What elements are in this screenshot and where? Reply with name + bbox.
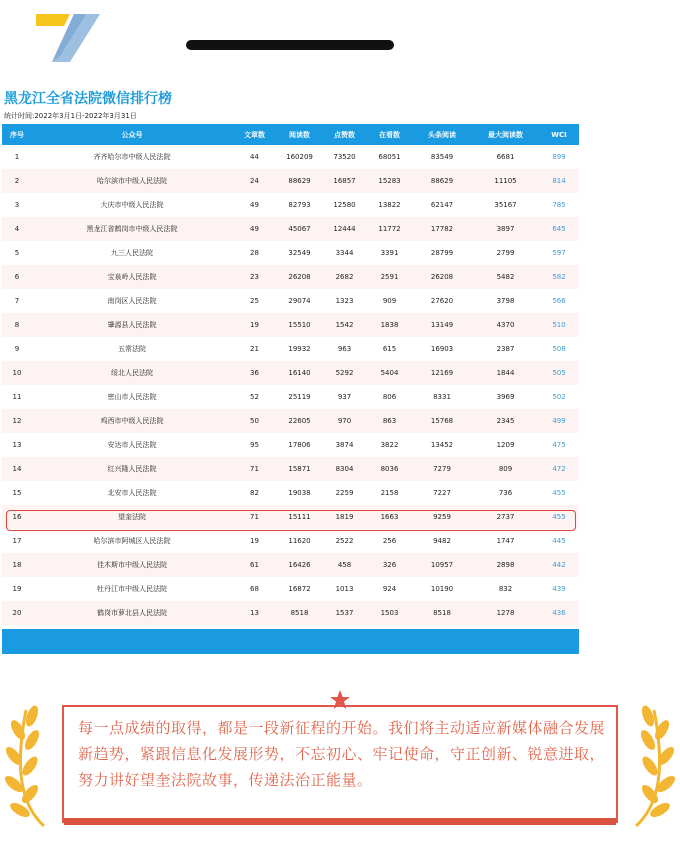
table-cell: 2591: [367, 265, 412, 289]
table-cell: 3344: [322, 241, 367, 265]
table-cell: 6681: [472, 145, 539, 169]
table-cell: 326: [367, 553, 412, 577]
table-cell: 26208: [277, 265, 322, 289]
table-cell: 61: [232, 553, 277, 577]
table-cell: 密山市人民法院: [32, 385, 232, 409]
table-cell: 宝泉岭人民法院: [32, 265, 232, 289]
table-cell: 北安市人民法院: [32, 481, 232, 505]
table-cell: 5: [2, 241, 32, 265]
table-cell: 15871: [277, 457, 322, 481]
table-cell: 6: [2, 265, 32, 289]
table-cell: 21: [232, 337, 277, 361]
table-cell: 3874: [322, 433, 367, 457]
table-cell: 15768: [412, 409, 472, 433]
table-cell: 1844: [472, 361, 539, 385]
table-cell: 8518: [412, 601, 472, 625]
table-cell: 2799: [472, 241, 539, 265]
table-cell: 645: [539, 217, 579, 241]
table-cell: 909: [367, 289, 412, 313]
table-cell: 哈尔滨市阿城区人民法院: [32, 529, 232, 553]
table-cell: 2259: [322, 481, 367, 505]
table-cell: 19: [232, 529, 277, 553]
table-cell: 2158: [367, 481, 412, 505]
table-row: [2, 361, 579, 385]
table-cell: 2737: [472, 505, 539, 529]
table-cell: 3: [2, 193, 32, 217]
table-cell: 2: [2, 169, 32, 193]
table-row: [2, 265, 579, 289]
star-icon: [329, 689, 351, 711]
table-cell: 439: [539, 577, 579, 601]
table-cell: 88629: [277, 169, 322, 193]
laurel-wreath-icon: [4, 702, 52, 830]
table-cell: 4370: [472, 313, 539, 337]
table-cell: 82793: [277, 193, 322, 217]
table-cell: 71: [232, 457, 277, 481]
table-cell: 2522: [322, 529, 367, 553]
table-cell: 2898: [472, 553, 539, 577]
table-cell: 445: [539, 529, 579, 553]
table-cell: 17: [2, 529, 32, 553]
table-cell: 16426: [277, 553, 322, 577]
table-cell: 大庆市中级人民法院: [32, 193, 232, 217]
table-cell: 1819: [322, 505, 367, 529]
page-title: 黑龙江全省法院微信排行榜: [4, 91, 172, 107]
table-cell: 455: [539, 481, 579, 505]
table-cell: 963: [322, 337, 367, 361]
table-cell: 1209: [472, 433, 539, 457]
table-cell: 25: [232, 289, 277, 313]
table-cell: 7227: [412, 481, 472, 505]
table-cell: 黑龙江省鹤岗市中级人民法院: [32, 217, 232, 241]
table-cell: 24: [232, 169, 277, 193]
table-cell: 8036: [367, 457, 412, 481]
table-cell: 12: [2, 409, 32, 433]
table-row: [2, 529, 579, 553]
table-cell: 10190: [412, 577, 472, 601]
table-cell: 5482: [472, 265, 539, 289]
table-cell: 哈尔滨市中级人民法院: [32, 169, 232, 193]
table-cell: 475: [539, 433, 579, 457]
table-cell: 8518: [277, 601, 322, 625]
table-cell: 45067: [277, 217, 322, 241]
table-cell: 九三人民法院: [32, 241, 232, 265]
table-cell: 32549: [277, 241, 322, 265]
table-cell: 10957: [412, 553, 472, 577]
table-cell: 8304: [322, 457, 367, 481]
table-cell: 9259: [412, 505, 472, 529]
table-cell: 863: [367, 409, 412, 433]
table-cell: 8331: [412, 385, 472, 409]
table-cell: 1278: [472, 601, 539, 625]
table-cell: 14: [2, 457, 32, 481]
laurel-wreath-icon: [628, 702, 676, 830]
table-row: [2, 217, 579, 241]
table-cell: 13: [232, 601, 277, 625]
table-cell: 458: [322, 553, 367, 577]
table-cell: 1013: [322, 577, 367, 601]
table-cell: 红兴隆人民法院: [32, 457, 232, 481]
table-cell: 597: [539, 241, 579, 265]
table-cell: 499: [539, 409, 579, 433]
table-cell: 佳木斯市中级人民法院: [32, 553, 232, 577]
table-cell: 25119: [277, 385, 322, 409]
table-row: [2, 145, 579, 169]
table-cell: 望奎法院: [32, 505, 232, 529]
table-cell: 2345: [472, 409, 539, 433]
column-header: 点赞数: [322, 124, 367, 145]
table-cell: 15283: [367, 169, 412, 193]
table-row: [2, 481, 579, 505]
table-cell: 3391: [367, 241, 412, 265]
table-row: [2, 433, 579, 457]
table-cell: 582: [539, 265, 579, 289]
table-cell: 13452: [412, 433, 472, 457]
highlight-row-frame: [6, 510, 576, 531]
table-row: [2, 601, 579, 625]
table-cell: 22605: [277, 409, 322, 433]
table-row: [2, 409, 579, 433]
table-cell: 28: [232, 241, 277, 265]
table-cell: 899: [539, 145, 579, 169]
z-logo-icon: [34, 12, 102, 64]
table-cell: 16903: [412, 337, 472, 361]
table-cell: 19: [232, 313, 277, 337]
table-cell: 3969: [472, 385, 539, 409]
table-cell: 1542: [322, 313, 367, 337]
table-footer-bar: [2, 629, 579, 654]
table-cell: 9: [2, 337, 32, 361]
table-cell: 2387: [472, 337, 539, 361]
table-cell: 15111: [277, 505, 322, 529]
table-cell: 508: [539, 337, 579, 361]
table-row: [2, 577, 579, 601]
column-header: 头条阅读: [412, 124, 472, 145]
table-row: [2, 241, 579, 265]
table-cell: 1838: [367, 313, 412, 337]
table-cell: 17806: [277, 433, 322, 457]
table-cell: 牡丹江市中级人民法院: [32, 577, 232, 601]
table-cell: 19932: [277, 337, 322, 361]
column-header: 公众号: [32, 124, 232, 145]
table-row: [2, 553, 579, 577]
table-row: [2, 289, 579, 313]
table-cell: 13822: [367, 193, 412, 217]
table-cell: 12444: [322, 217, 367, 241]
table-cell: 2682: [322, 265, 367, 289]
table-cell: 62147: [412, 193, 472, 217]
table-cell: 510: [539, 313, 579, 337]
table-header-row: [2, 124, 579, 145]
table-cell: 五常法院: [32, 337, 232, 361]
table-cell: 9482: [412, 529, 472, 553]
table-cell: 83549: [412, 145, 472, 169]
status-pill: [186, 40, 394, 50]
table-cell: 1747: [472, 529, 539, 553]
table-cell: 502: [539, 385, 579, 409]
table-cell: 鹤岗市萝北县人民法院: [32, 601, 232, 625]
table-cell: 73520: [322, 145, 367, 169]
table-cell: 68: [232, 577, 277, 601]
quote-text: 每一点成绩的取得，都是一段新征程的开始。我们将主动适应新媒体融合发展新趋势，紧跟信息化发展形势，不忘初心、牢记使命，守正创新、锐意进取，努力讲好望奎法院故事，传递法治正能量。: [78, 719, 606, 789]
table-cell: 68051: [367, 145, 412, 169]
table-cell: 26208: [412, 265, 472, 289]
table-cell: 7: [2, 289, 32, 313]
table-cell: 齐齐哈尔市中级人民法院: [32, 145, 232, 169]
table-cell: 11772: [367, 217, 412, 241]
table-cell: 256: [367, 529, 412, 553]
table-cell: 1323: [322, 289, 367, 313]
table-cell: 809: [472, 457, 539, 481]
column-header: WCI: [539, 124, 579, 145]
table-cell: 13149: [412, 313, 472, 337]
table-cell: 11620: [277, 529, 322, 553]
table-cell: 736: [472, 481, 539, 505]
table-cell: 1503: [367, 601, 412, 625]
table-cell: 49: [232, 217, 277, 241]
table-cell: 12580: [322, 193, 367, 217]
table-cell: 1663: [367, 505, 412, 529]
table-cell: 36: [232, 361, 277, 385]
table-row: [2, 337, 579, 361]
table-cell: 806: [367, 385, 412, 409]
table-cell: 13: [2, 433, 32, 457]
column-header: 阅读数: [277, 124, 322, 145]
table-row: [2, 385, 579, 409]
table-cell: 11105: [472, 169, 539, 193]
table-cell: 832: [472, 577, 539, 601]
table-cell: 95: [232, 433, 277, 457]
table-cell: 19: [2, 577, 32, 601]
table-cell: 7279: [412, 457, 472, 481]
table-cell: 10: [2, 361, 32, 385]
table-cell: 566: [539, 289, 579, 313]
table-cell: 16857: [322, 169, 367, 193]
table-cell: 82: [232, 481, 277, 505]
table-cell: 28799: [412, 241, 472, 265]
table-cell: 5404: [367, 361, 412, 385]
table-row: [2, 313, 579, 337]
table-cell: 455: [539, 505, 579, 529]
table-row: [2, 169, 579, 193]
date-range: 统计时间:2022年3月1日-2022年3月31日: [4, 112, 137, 120]
table-cell: 937: [322, 385, 367, 409]
table-cell: 19038: [277, 481, 322, 505]
table-cell: 20: [2, 601, 32, 625]
table-cell: 50: [232, 409, 277, 433]
table-cell: 615: [367, 337, 412, 361]
table-cell: 23: [232, 265, 277, 289]
table-cell: 52: [232, 385, 277, 409]
table-cell: 44: [232, 145, 277, 169]
table-cell: 29074: [277, 289, 322, 313]
table-cell: 160209: [277, 145, 322, 169]
table-cell: 安达市人民法院: [32, 433, 232, 457]
table-cell: 3798: [472, 289, 539, 313]
table-cell: 17782: [412, 217, 472, 241]
table-cell: 814: [539, 169, 579, 193]
column-header: 在看数: [367, 124, 412, 145]
table-cell: 88629: [412, 169, 472, 193]
table-cell: 肇源县人民法院: [32, 313, 232, 337]
table-cell: 南岗区人民法院: [32, 289, 232, 313]
table-row: [2, 457, 579, 481]
quote-card-bottom-bar: [64, 818, 616, 825]
table-cell: 5292: [322, 361, 367, 385]
table-cell: 49: [232, 193, 277, 217]
table-cell: 8: [2, 313, 32, 337]
table-cell: 35167: [472, 193, 539, 217]
table-cell: 71: [232, 505, 277, 529]
column-header: 序号: [2, 124, 32, 145]
table-cell: 11: [2, 385, 32, 409]
table-cell: 970: [322, 409, 367, 433]
table-cell: 18: [2, 553, 32, 577]
table-cell: 3822: [367, 433, 412, 457]
table-cell: 15510: [277, 313, 322, 337]
table-cell: 27620: [412, 289, 472, 313]
table-cell: 505: [539, 361, 579, 385]
table-cell: 绥北人民法院: [32, 361, 232, 385]
table-cell: 16: [2, 505, 32, 529]
column-header: 最大阅读数: [472, 124, 539, 145]
table-cell: 1: [2, 145, 32, 169]
table-cell: 472: [539, 457, 579, 481]
column-header: 文章数: [232, 124, 277, 145]
table-cell: 3897: [472, 217, 539, 241]
table-cell: 15: [2, 481, 32, 505]
table-cell: 16872: [277, 577, 322, 601]
table-cell: 16140: [277, 361, 322, 385]
table-cell: 1537: [322, 601, 367, 625]
table-cell: 12169: [412, 361, 472, 385]
ranking-table: [2, 124, 579, 625]
table-body: [2, 145, 579, 625]
table-cell: 鸡西市中级人民法院: [32, 409, 232, 433]
table-row: [2, 193, 579, 217]
table-cell: 442: [539, 553, 579, 577]
table-cell: 436: [539, 601, 579, 625]
table-cell: 924: [367, 577, 412, 601]
table-cell: 785: [539, 193, 579, 217]
table-cell: 4: [2, 217, 32, 241]
